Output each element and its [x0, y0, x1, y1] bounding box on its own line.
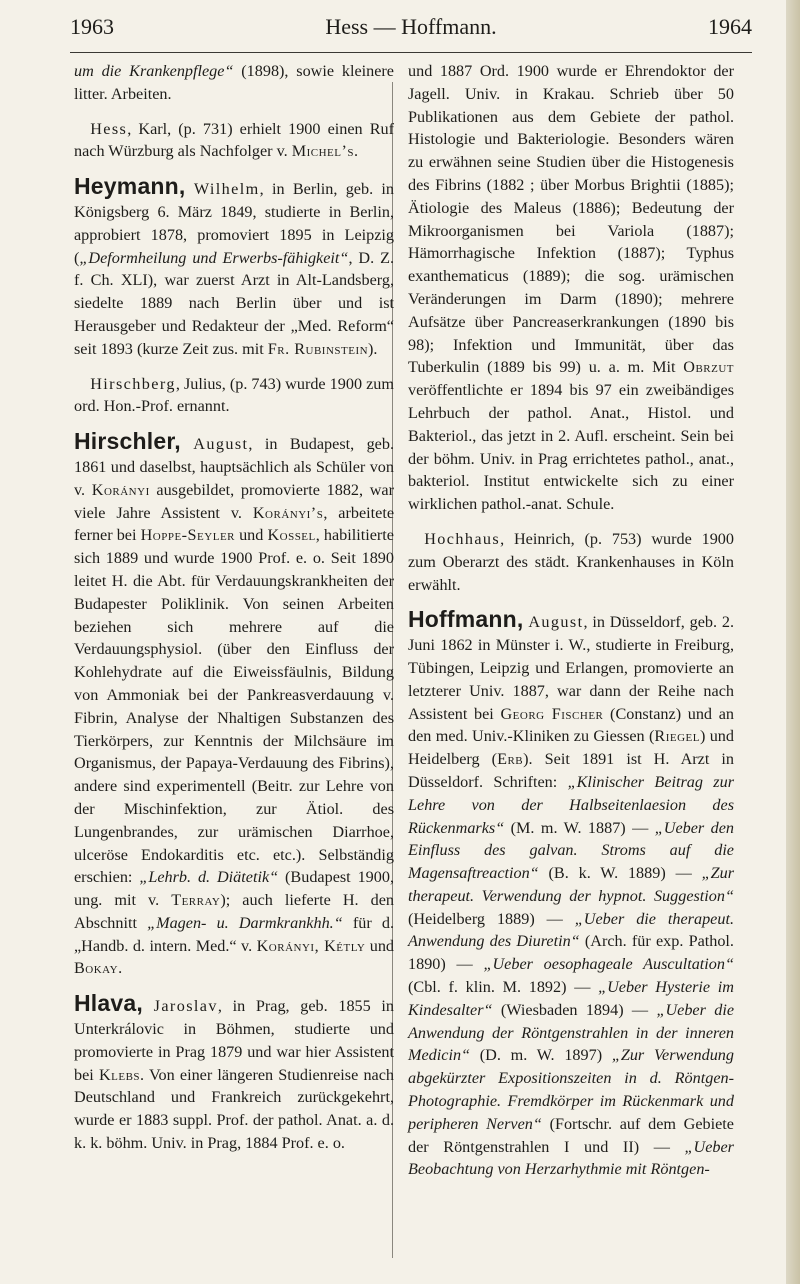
entry-name: Hlava,: [74, 990, 143, 1017]
right-column: [408, 60, 734, 1181]
entry-name: Hoffmann,: [408, 606, 524, 633]
entry-heymann: Heymann, Wilhelm, in Berlin, geb. in Königsberg 6. März 1849, studierte in Berlin, approbiert 1878, promoviert 1895 in Leipzig („Deformheilung und Erwerbs-fähigkeit“, D. Z. f. Ch. XLI), war zuerst Arzt in Alt-Landsberg, siedelte 1889 nach Berlin über und ist Herausgeber und Redakteur der „Med. Reform“ seit 1893 (kurze Zeit zus. mit Fr. Rubinstein).: [74, 173, 395, 358]
entry-hlava: Hlava, Jaroslav, in Prag, geb. 1855 in Unterkrálovic in Böhmen, studierte und promovierte in Prag 1879 und war hier Assistent bei Klebs. Von einer längeren Studienreise nach Deutschland und Frankreich zurückgekehrt, wurde er 1883 suppl. Prof. der pathol. Anat. a. d. k. k. böhm. Univ. in Prag, 1884 Prof. e. o.: [74, 990, 394, 1153]
page-edge: [786, 0, 800, 1284]
entry-hess: Hess, Karl, (p. 731) erhielt 1900 einen Ruf nach Würzburg als Nachfolger v. Michel’s.: [74, 119, 394, 161]
page-header: [70, 14, 752, 48]
page-number-right: 1964: [708, 14, 752, 39]
entry-hoffmann: Hoffmann, August, in Düsseldorf, geb. 2. Juni 1862 in Münster i. W., studierte in Freiburg, Tübingen, Leipzig und Erlangen, promovierte an letzterer Univ. 1887, war dann der Reihe nach Assistent bei Georg Fischer (Constanz) und an den med. Univ.-Kliniken zu Giessen (Riegel) und Heidelberg (Erb). Seit 1891 ist H. Arzt in Düsseldorf. Schriften: „Klinischer Beitrag zur Lehre von der Halbseitenlaesion des Rückenmarks“ (M. m. W. 1887) — „Ueber den Einfluss des galvan. Stroms auf die Magensaftreaction“ (B. k. W. 1889) — „Zur therapeut. Verwendung der hypnot. Suggestion“ (Heidelberg 1889) — „Ueber die therapeut. Anwendung des Diuretin“ (Arch. für exp. Pathol. 1890) — „Ueber oesophageale Auscultation“ (Cbl. f. klin. M. 1892) — „Ueber Hysterie im Kindesalter“ (Wiesbaden 1894) — „Ueber die Anwendung der Röntgenstrahlen in der inneren Medicin“ (D. m. W. 1897) „Zur Verwendung abgekürzter Expositionszeiten in d. Röntgen-Photographie. Fremdkörper im Rückenmark und peripheren Nerven“ (Fortschr. auf dem Gebiete der Röntgenstrahlen I und II) — „Ueber Beobachtung von Herzarhythmie mit Röntgen-: [408, 606, 735, 1179]
running-title: Hess — Hoffmann.: [325, 14, 497, 39]
entry-hochhaus: Hochhaus, Heinrich, (p. 753) wurde 1900 zum Oberarzt des städt. Krankenhauses in Köln erwählt.: [408, 529, 734, 594]
entry-fragment: um die Krankenpflege“ (1898), sowie kleinere litter. Arbeiten.: [74, 62, 394, 103]
entry-name: Heymann,: [74, 173, 186, 200]
entry-name: Hirschberg: [90, 374, 176, 393]
page-number-left: 1963: [70, 14, 114, 39]
entry-name: Hirschler,: [74, 428, 181, 455]
header-rule: [70, 52, 752, 53]
entry-hirschler: Hirschler, August, in Budapest, geb. 1861 und daselbst, hauptsächlich als Schüler von v. Korányi ausgebildet, promovierte 1882, war viele Jahre Assistent v. Korányi’s, arbeitete ferner bei Hoppe-Seyler und Kossel, habilitierte sich 1889 und wurde 1900 Prof. e. o. Seit 1890 leitet H. die Abt. für Verdauungskrankheiten der Budapester Poliklinik. Von seinen Arbeiten beziehen sich mehrere auf die Verdauungsphysiol. (über den Einfluss der Kohlehydrate auf die Eiweissfäulnis, Bildung von Ammoniak bei der Pankreasverdauung v. Fibrin, Analyse der Nhaltigen Substanzen des Tierkörpers, zur Kenntnis der Milchsäure im Organismus, der Papaya-Verdauung des Fibrins), andere sind experimentell (Beitr. zur Lehre von der Mischinfektion, zur Ätiol. des Lungenbrandes, zur urämischen Diarrhoe, ulceröse Endokarditis etc. etc.). Selbständig erschien: „Lehrb. d. Diätetik“ (Budapest 1900, ung. mit v. Terray); auch lieferte H. den Abschnitt „Magen- u. Darmkrankhh.“ für d. „Handb. d. intern. Med.“ v. Korányi, Kétly und Bokay.: [74, 428, 395, 978]
entry-hlava-continued: und 1887 Ord. 1900 wurde er Ehrendoktor der Jagell. Univ. in Krakau. Schrieb über 50 Publikationen aus dem Gebiete der pathol. Histologie und Bakteriologie. Besonders wären zu erwähnen seine Studien über die Histogenesis des Fibrins (1882 ; über Morbus Brightii (1885); Ätiologie des Maleus (1886); Bedeutung der Mikroorganismen bei Variola (1887); Hämorrhagische Infektion (1887); Typhus exanthematicus (1889); die sog. urämischen Veränderungen im Darm (1890); mehrere Aufsätze über Pancreaserkrankungen (1890 bis 98); Infektion und Immunität, über das Tuberkulin (1889 bis 99) u. a. m. Mit Obrzut veröffentlichte er 1894 bis 97 ein zweibändiges Lehrbuch der pathol. Anat., Histol. und Bakteriol., das jetzt in 2. Aufl. erscheint. Sein bei der böhm. Univ. in Prag errichtetes pathol., anat., bakteriol. Institut entwickelte sich zu einer wirklichen pathol.-anat. Schule.: [408, 62, 734, 514]
entry-hirschberg: Hirschberg, Julius, (p. 743) wurde 1900 zum ord. Hon.-Prof. ernannt.: [74, 374, 394, 416]
entry-name: Hess: [90, 119, 128, 138]
entry-name: Hochhaus: [424, 529, 501, 548]
left-column: [74, 60, 394, 1155]
